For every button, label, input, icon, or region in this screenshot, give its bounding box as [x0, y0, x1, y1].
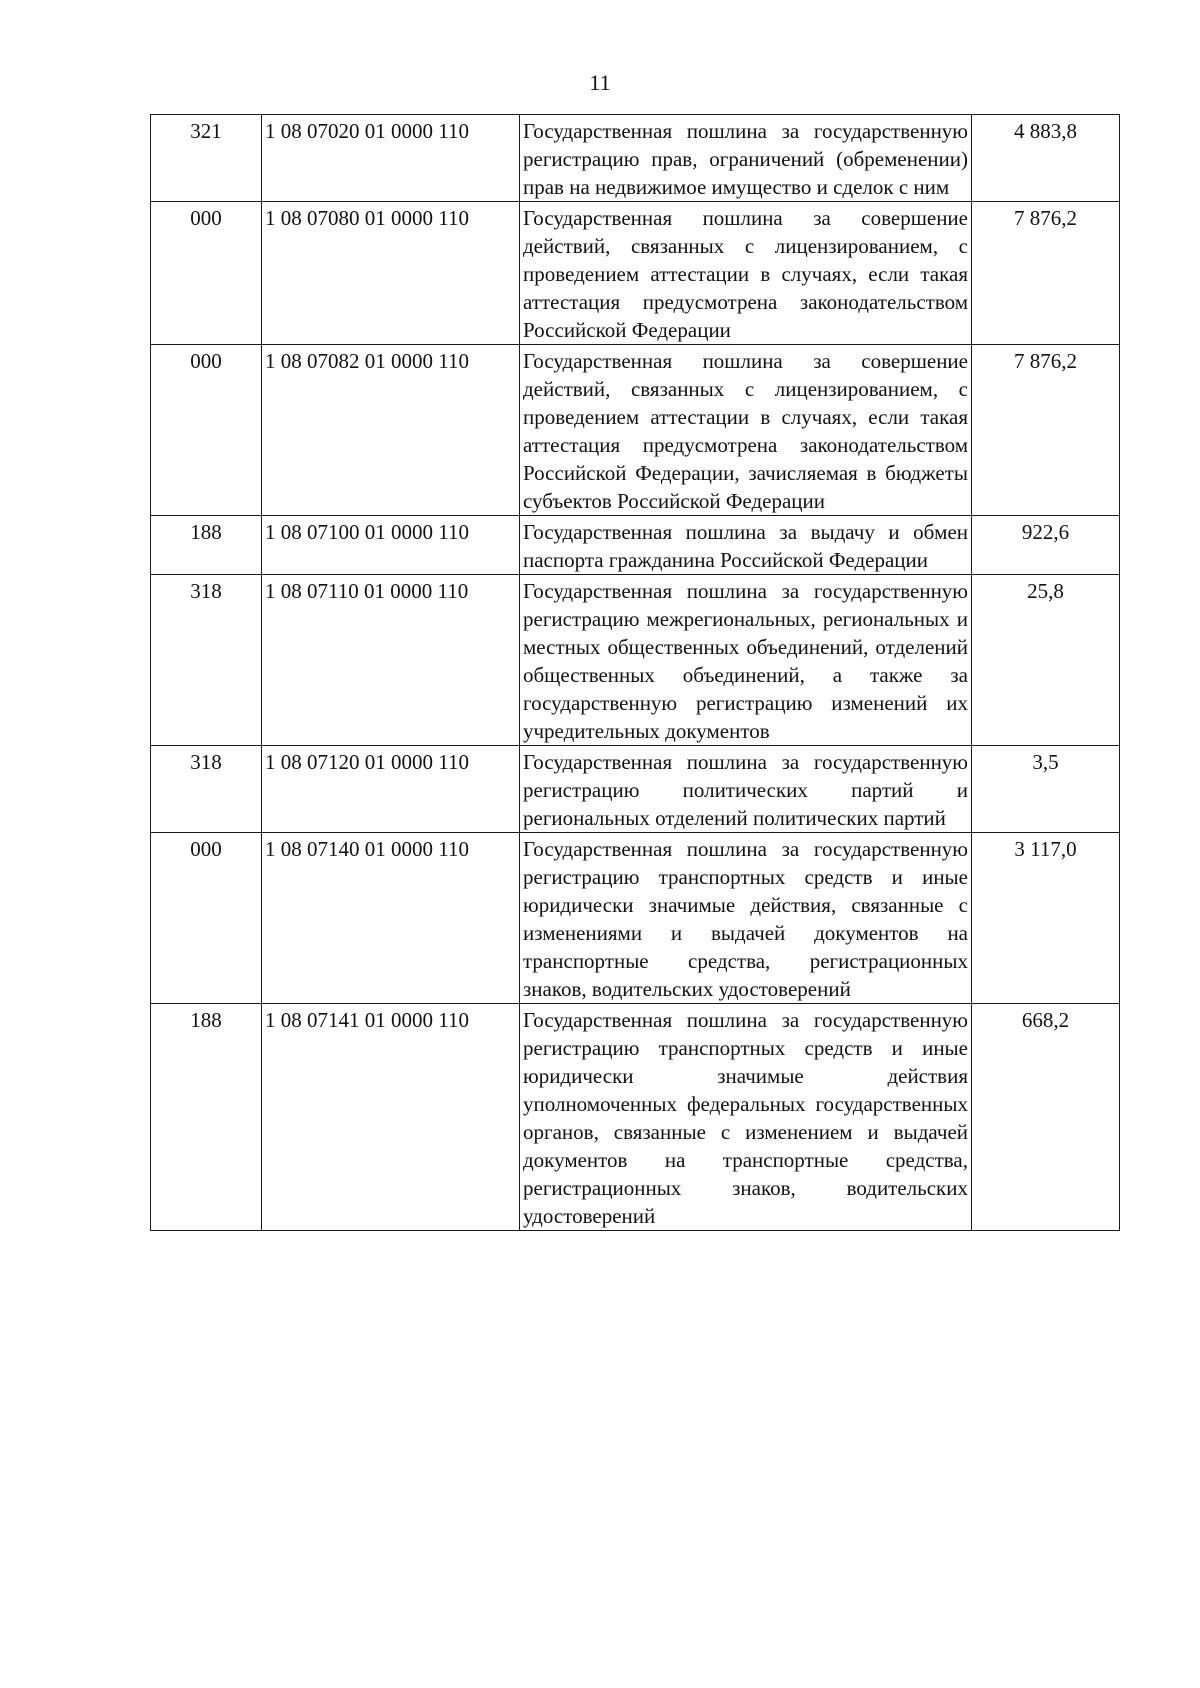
revenue-name-cell: Государственная пошлина за государственную регистрацию транспортных средств и иные юридически значимые действия уполномоченных федеральных государственных органов, связанные с изменением и выдачей документов на транспортные средства, регистрационных знаков, водительских удостоверений [520, 1004, 972, 1231]
revenue-name-cell: Государственная пошлина за совершение действий, связанных с лицензированием, с проведением аттестации в случаях, если такая аттестация предусмотрена законодательством Российской Федерации, зачисляемая в бюджеты субъектов Российской Федерации [520, 345, 972, 516]
administrator-code-cell: 318 [151, 746, 262, 833]
budget-classification-code-cell: 1 08 07120 01 0000 110 [262, 746, 520, 833]
revenue-name-cell: Государственная пошлина за государственную регистрацию прав, ограничений (обременении) прав на недвижимое имущество и сделок с ним [520, 115, 972, 202]
administrator-code-cell: 318 [151, 575, 262, 746]
table-row [151, 115, 1120, 202]
administrator-code-cell: 000 [151, 833, 262, 1004]
revenue-name-cell: Государственная пошлина за государственную регистрацию политических партий и региональных отделений политических партий [520, 746, 972, 833]
amount-cell: 668,2 [972, 1004, 1120, 1231]
revenue-table [150, 114, 1120, 1231]
amount-cell: 3 117,0 [972, 833, 1120, 1004]
administrator-code-cell: 000 [151, 202, 262, 345]
revenue-name-cell: Государственная пошлина за государственную регистрацию межрегиональных, региональных и местных общественных объединений, отделений общественных объединений, а также за государственную регистрацию изменений их учредительных документов [520, 575, 972, 746]
budget-classification-code-cell: 1 08 07100 01 0000 110 [262, 516, 520, 575]
table-row [151, 833, 1120, 1004]
revenue-table-body [151, 115, 1120, 1231]
budget-classification-code-cell: 1 08 07080 01 0000 110 [262, 202, 520, 345]
table-row [151, 575, 1120, 746]
revenue-name-cell: Государственная пошлина за выдачу и обмен паспорта гражданина Российской Федерации [520, 516, 972, 575]
budget-classification-code-cell: 1 08 07082 01 0000 110 [262, 345, 520, 516]
revenue-name-cell: Государственная пошлина за совершение действий, связанных с лицензированием, с проведением аттестации в случаях, если такая аттестация предусмотрена законодательством Российской Федерации [520, 202, 972, 345]
table-row [151, 202, 1120, 345]
page-number: 11 [589, 70, 611, 95]
amount-cell: 922,6 [972, 516, 1120, 575]
administrator-code-cell: 000 [151, 345, 262, 516]
table-row [151, 345, 1120, 516]
amount-cell: 4 883,8 [972, 115, 1120, 202]
administrator-code-cell: 321 [151, 115, 262, 202]
table-row [151, 746, 1120, 833]
amount-cell: 25,8 [972, 575, 1120, 746]
revenue-name-cell: Государственная пошлина за государственную регистрацию транспортных средств и иные юридически значимые действия, связанные с изменениями и выдачей документов на транспортные средства, регистрационных знаков, водительских удостоверений [520, 833, 972, 1004]
budget-classification-code-cell: 1 08 07020 01 0000 110 [262, 115, 520, 202]
amount-cell: 3,5 [972, 746, 1120, 833]
amount-cell: 7 876,2 [972, 345, 1120, 516]
administrator-code-cell: 188 [151, 516, 262, 575]
table-row [151, 516, 1120, 575]
administrator-code-cell: 188 [151, 1004, 262, 1231]
budget-classification-code-cell: 1 08 07110 01 0000 110 [262, 575, 520, 746]
budget-classification-code-cell: 1 08 07140 01 0000 110 [262, 833, 520, 1004]
table-row [151, 1004, 1120, 1231]
amount-cell: 7 876,2 [972, 202, 1120, 345]
budget-classification-code-cell: 1 08 07141 01 0000 110 [262, 1004, 520, 1231]
